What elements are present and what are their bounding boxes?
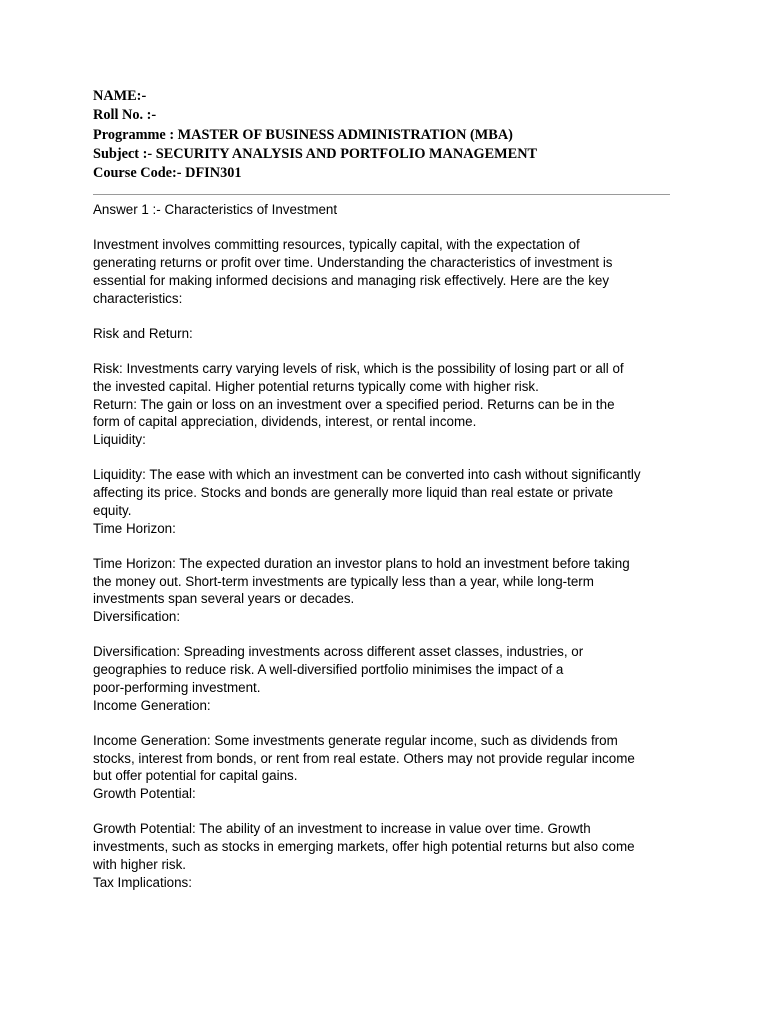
body-text-line: Diversification:	[93, 609, 181, 625]
body-text-line: Growth Potential:	[93, 786, 196, 802]
body-text-line: Income Generation:	[93, 697, 211, 713]
body-text-line: investments span several years or decades.	[93, 591, 355, 607]
body-text-line: but offer potential for capital gains.	[93, 768, 298, 784]
body-text-line: Answer 1 :- Characteristics of Investment	[93, 202, 338, 217]
answer-body	[93, 201, 683, 891]
body-text-line: form of capital appreciation, dividends, interest, or rental income.	[93, 414, 477, 430]
body-text-line: stocks, interest from bonds, or rent from real estate. Others may not provide regular income	[93, 750, 635, 766]
blank-line	[93, 714, 683, 732]
blank-line	[93, 219, 683, 237]
body-text-line: Risk and Return:	[93, 325, 193, 341]
subject-line: Subject :- SECURITY ANALYSIS AND PORTFOLIO MANAGEMENT	[93, 145, 538, 162]
student-header	[93, 87, 693, 183]
body-text-line: characteristics:	[93, 290, 183, 306]
body-text-line: Time Horizon: The expected duration an investor plans to hold an investment before taking	[93, 555, 630, 571]
roll-number-line: Roll No. :-	[93, 107, 157, 124]
body-text-line: the money out. Short-term investments are typically less than a year, while long-term	[93, 573, 594, 589]
body-text-line: generating returns or profit over time. Understanding the characteristics of investment is	[93, 255, 613, 271]
body-text-line: the invested capital. Higher potential returns typically come with higher risk.	[93, 378, 539, 394]
body-text-line: essential for making informed decisions and managing risk effectively. Here are the key	[93, 272, 610, 288]
body-text-line: Liquidity: The ease with which an investment can be converted into cash without significantly	[93, 467, 641, 483]
blank-line	[93, 803, 683, 821]
body-text-line: Time Horizon:	[93, 520, 176, 536]
body-text-line: Growth Potential: The ability of an investment to increase in value over time. Growth	[93, 821, 591, 837]
blank-line	[93, 537, 683, 555]
blank-line	[93, 307, 683, 325]
body-text-line: Liquidity:	[93, 432, 146, 448]
blank-line	[93, 626, 683, 644]
body-text-line: Return: The gain or loss on an investment over a specified period. Returns can be in the	[93, 396, 615, 412]
body-text-line: Tax Implications:	[93, 874, 192, 890]
body-text-line: Risk: Investments carry varying levels of risk, which is the possibility of losing part or all of	[93, 361, 624, 377]
programme-line: Programme : MASTER OF BUSINESS ADMINISTRATION (MBA)	[93, 126, 513, 143]
course-code-line: Course Code:- DFIN301	[93, 165, 242, 182]
body-text-line: poor-performing investment.	[93, 679, 261, 695]
body-text-line: affecting its price. Stocks and bonds are generally more liquid than real estate or private	[93, 485, 614, 501]
blank-line	[93, 343, 683, 361]
body-text-line: geographies to reduce risk. A well-diversified portfolio minimises the impact of a	[93, 662, 564, 678]
horizontal-divider	[93, 194, 670, 195]
body-text-line: equity.	[93, 502, 132, 518]
body-text-line: investments, such as stocks in emerging markets, offer high potential returns but also come	[93, 839, 635, 855]
body-text-line: Income Generation: Some investments generate regular income, such as dividends from	[93, 732, 618, 748]
body-text-line: Diversification: Spreading investments across different asset classes, industries, or	[93, 644, 584, 660]
blank-line	[93, 449, 683, 467]
body-text-line: with higher risk.	[93, 856, 187, 872]
name-line: NAME:-	[93, 88, 147, 104]
body-text-line: Investment involves committing resources, typically capital, with the expectation of	[93, 237, 580, 253]
